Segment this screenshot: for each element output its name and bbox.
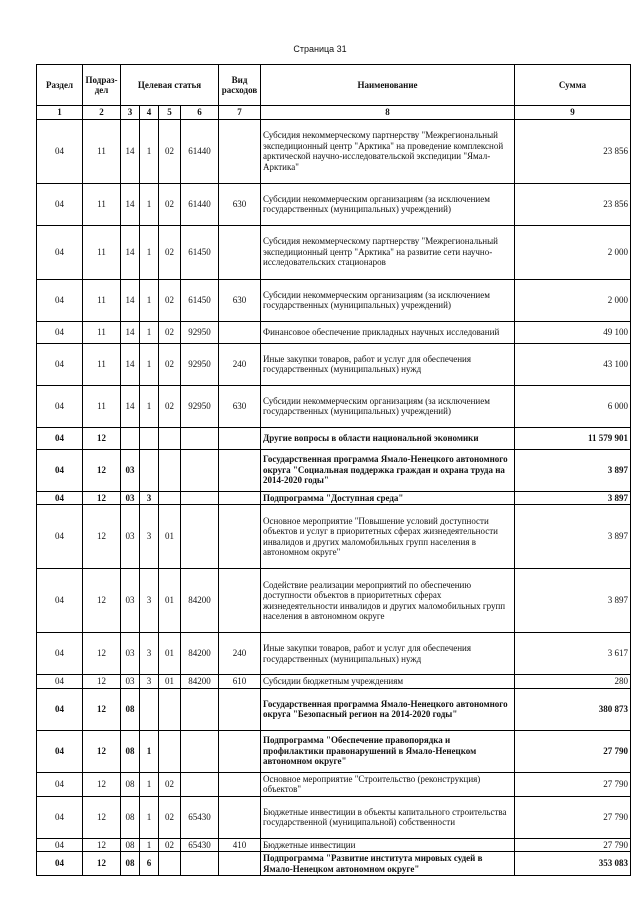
cell-naimenovanie: Подпрограмма "Доступная среда" <box>261 491 515 505</box>
cell-direction: 61440 <box>181 119 219 183</box>
table-row <box>37 675 631 689</box>
cell-vid-raskhodov: 630 <box>219 385 261 427</box>
cell-event: 02 <box>159 796 181 838</box>
table-row <box>37 183 631 225</box>
cell-podrazdel: 11 <box>83 385 121 427</box>
cell-vid-raskhodov <box>219 569 261 633</box>
cell-program: 03 <box>121 491 140 505</box>
cell-summa: 380 873 <box>515 688 631 730</box>
col-number: 1 <box>37 106 83 120</box>
cell-subprogram: 1 <box>140 385 159 427</box>
cell-razdel: 04 <box>37 688 83 730</box>
table-row <box>37 225 631 279</box>
column-number-row <box>37 106 631 120</box>
cell-direction <box>181 491 219 505</box>
cell-program: 14 <box>121 343 140 385</box>
col-number: 4 <box>140 106 159 120</box>
cell-subprogram: 1 <box>140 730 159 772</box>
cell-vid-raskhodov <box>219 730 261 772</box>
cell-razdel: 04 <box>37 343 83 385</box>
cell-summa: 27 790 <box>515 838 631 852</box>
cell-podrazdel: 11 <box>83 225 121 279</box>
cell-subprogram <box>140 688 159 730</box>
table-row <box>37 385 631 427</box>
cell-event: 01 <box>159 505 181 569</box>
cell-direction: 84200 <box>181 675 219 689</box>
table-row <box>37 321 631 343</box>
cell-program: 14 <box>121 183 140 225</box>
cell-vid-raskhodov <box>219 796 261 838</box>
cell-naimenovanie: Бюджетные инвестиции <box>261 838 515 852</box>
cell-direction <box>181 427 219 449</box>
cell-summa: 23 856 <box>515 119 631 183</box>
cell-razdel: 04 <box>37 183 83 225</box>
table-row <box>37 688 631 730</box>
cell-direction: 65430 <box>181 796 219 838</box>
cell-program: 03 <box>121 449 140 491</box>
col-number: 6 <box>181 106 219 120</box>
cell-podrazdel: 12 <box>83 449 121 491</box>
cell-razdel: 04 <box>37 730 83 772</box>
cell-vid-raskhodov <box>219 852 261 876</box>
cell-subprogram: 1 <box>140 321 159 343</box>
cell-vid-raskhodov <box>219 449 261 491</box>
cell-summa: 3 897 <box>515 491 631 505</box>
cell-podrazdel: 12 <box>83 852 121 876</box>
cell-program: 08 <box>121 838 140 852</box>
cell-subprogram: 3 <box>140 505 159 569</box>
cell-program: 08 <box>121 772 140 796</box>
cell-naimenovanie: Субсидия некоммерческому партнерству "Межрегиональный экспедиционный центр "Арктика" на развитие сети научно-исследовательских стационаров <box>261 225 515 279</box>
cell-program: 14 <box>121 279 140 321</box>
cell-razdel: 04 <box>37 385 83 427</box>
col-number: 3 <box>121 106 140 120</box>
cell-subprogram <box>140 427 159 449</box>
cell-razdel: 04 <box>37 505 83 569</box>
cell-naimenovanie: Основное мероприятие "Строительство (реконструкция) объектов" <box>261 772 515 796</box>
cell-razdel: 04 <box>37 119 83 183</box>
cell-razdel: 04 <box>37 852 83 876</box>
cell-naimenovanie: Подпрограмма "Обеспечение правопорядка и профилактики правонарушений в Ямало-Ненецком автономном округе" <box>261 730 515 772</box>
cell-program: 03 <box>121 633 140 675</box>
cell-program: 08 <box>121 796 140 838</box>
cell-direction: 84200 <box>181 633 219 675</box>
cell-naimenovanie: Иные закупки товаров, работ и услуг для обеспечения государственных (муниципальных) нужд <box>261 633 515 675</box>
header-summa: Сумма <box>515 65 631 106</box>
cell-subprogram: 1 <box>140 183 159 225</box>
col-number: 8 <box>261 106 515 120</box>
cell-podrazdel: 12 <box>83 730 121 772</box>
cell-razdel: 04 <box>37 569 83 633</box>
cell-naimenovanie: Государственная программа Ямало-Ненецкого автономного округа "Социальная поддержка граждан и охрана труда на 2014-2020 годы" <box>261 449 515 491</box>
col-number: 2 <box>83 106 121 120</box>
cell-summa: 353 083 <box>515 852 631 876</box>
table-row <box>37 838 631 852</box>
col-number: 7 <box>219 106 261 120</box>
cell-naimenovanie: Бюджетные инвестиции в объекты капитального строительства государственной (муниципальной) собственности <box>261 796 515 838</box>
cell-naimenovanie: Иные закупки товаров, работ и услуг для обеспечения государственных (муниципальных) нужд <box>261 343 515 385</box>
table-row <box>37 852 631 876</box>
cell-summa: 27 790 <box>515 772 631 796</box>
table-row <box>37 569 631 633</box>
cell-podrazdel: 11 <box>83 279 121 321</box>
cell-summa: 3 897 <box>515 505 631 569</box>
cell-podrazdel: 12 <box>83 838 121 852</box>
cell-naimenovanie: Подпрограмма "Развитие института мировых судей в Ямало-Ненецком автономном округе" <box>261 852 515 876</box>
cell-program: 14 <box>121 225 140 279</box>
header-podrazdel: Подраз-дел <box>83 65 121 106</box>
cell-vid-raskhodov: 240 <box>219 633 261 675</box>
cell-program: 03 <box>121 675 140 689</box>
table-row <box>37 772 631 796</box>
cell-naimenovanie: Субсидии некоммерческим организациям (за исключением государственных (муниципальных) учреждений) <box>261 279 515 321</box>
cell-summa: 23 856 <box>515 183 631 225</box>
cell-subprogram: 3 <box>140 491 159 505</box>
cell-vid-raskhodov: 240 <box>219 343 261 385</box>
cell-subprogram: 1 <box>140 838 159 852</box>
cell-razdel: 04 <box>37 225 83 279</box>
cell-podrazdel: 12 <box>83 772 121 796</box>
cell-podrazdel: 12 <box>83 505 121 569</box>
cell-razdel: 04 <box>37 796 83 838</box>
table-body <box>37 119 631 876</box>
cell-direction <box>181 505 219 569</box>
table-row <box>37 491 631 505</box>
cell-direction <box>181 449 219 491</box>
cell-event: 02 <box>159 225 181 279</box>
cell-event <box>159 852 181 876</box>
cell-event: 02 <box>159 838 181 852</box>
cell-podrazdel: 12 <box>83 633 121 675</box>
cell-summa: 11 579 901 <box>515 427 631 449</box>
cell-event: 02 <box>159 772 181 796</box>
cell-event <box>159 449 181 491</box>
cell-razdel: 04 <box>37 449 83 491</box>
budget-table <box>36 64 631 876</box>
cell-direction <box>181 772 219 796</box>
cell-direction <box>181 730 219 772</box>
cell-razdel: 04 <box>37 838 83 852</box>
cell-event: 02 <box>159 279 181 321</box>
cell-program: 03 <box>121 505 140 569</box>
cell-summa: 27 790 <box>515 730 631 772</box>
cell-subprogram: 3 <box>140 675 159 689</box>
cell-vid-raskhodov <box>219 772 261 796</box>
header-celevaya-statya: Целевая статья <box>121 65 219 106</box>
cell-direction: 61450 <box>181 279 219 321</box>
cell-naimenovanie: Субсидии некоммерческим организациям (за исключением государственных (муниципальных) учреждений) <box>261 385 515 427</box>
cell-event: 02 <box>159 343 181 385</box>
table-row <box>37 505 631 569</box>
table-row <box>37 796 631 838</box>
cell-vid-raskhodov <box>219 225 261 279</box>
header-naimenovanie: Наименование <box>261 65 515 106</box>
cell-program: 14 <box>121 321 140 343</box>
cell-event <box>159 730 181 772</box>
cell-event: 02 <box>159 321 181 343</box>
header-vid-raskhodov: Вид расходов <box>219 65 261 106</box>
cell-vid-raskhodov: 610 <box>219 675 261 689</box>
cell-direction: 92950 <box>181 343 219 385</box>
cell-subprogram: 1 <box>140 772 159 796</box>
cell-razdel: 04 <box>37 772 83 796</box>
header-razdel: Раздел <box>37 65 83 106</box>
col-number: 5 <box>159 106 181 120</box>
cell-summa: 6 000 <box>515 385 631 427</box>
table-row <box>37 427 631 449</box>
cell-razdel: 04 <box>37 321 83 343</box>
cell-podrazdel: 12 <box>83 796 121 838</box>
cell-vid-raskhodov: 630 <box>219 183 261 225</box>
cell-podrazdel: 12 <box>83 675 121 689</box>
cell-naimenovanie: Субсидия некоммерческому партнерству "Межрегиональный экспедиционный центр "Арктика" на проведение комплексной арктической научно-исследовательской экспедиции "Ямал-Арктика" <box>261 119 515 183</box>
cell-naimenovanie: Другие вопросы в области национальной экономики <box>261 427 515 449</box>
cell-subprogram <box>140 449 159 491</box>
cell-podrazdel: 12 <box>83 569 121 633</box>
cell-event: 01 <box>159 675 181 689</box>
cell-razdel: 04 <box>37 491 83 505</box>
cell-podrazdel: 11 <box>83 119 121 183</box>
page-label: Страница 31 <box>293 44 347 54</box>
cell-naimenovanie: Субсидии некоммерческим организациям (за исключением государственных (муниципальных) учреждений) <box>261 183 515 225</box>
cell-summa: 49 100 <box>515 321 631 343</box>
cell-event: 02 <box>159 385 181 427</box>
cell-summa: 3 897 <box>515 449 631 491</box>
cell-razdel: 04 <box>37 279 83 321</box>
cell-naimenovanie: Основное мероприятие "Повышение условий доступности объектов и услуг в приоритетных сферах жизнедеятельности инвалидов и других маломобильных групп населения в автономном округе" <box>261 505 515 569</box>
cell-direction: 65430 <box>181 838 219 852</box>
cell-direction <box>181 688 219 730</box>
cell-subprogram: 3 <box>140 633 159 675</box>
cell-vid-raskhodov <box>219 491 261 505</box>
table-row <box>37 119 631 183</box>
cell-razdel: 04 <box>37 675 83 689</box>
cell-event <box>159 491 181 505</box>
cell-direction <box>181 852 219 876</box>
cell-direction: 84200 <box>181 569 219 633</box>
cell-vid-raskhodov <box>219 427 261 449</box>
table-row <box>37 279 631 321</box>
cell-program: 08 <box>121 730 140 772</box>
cell-event <box>159 427 181 449</box>
cell-vid-raskhodov: 410 <box>219 838 261 852</box>
cell-subprogram: 3 <box>140 569 159 633</box>
cell-subprogram: 1 <box>140 343 159 385</box>
cell-podrazdel: 12 <box>83 427 121 449</box>
cell-razdel: 04 <box>37 633 83 675</box>
cell-direction: 61440 <box>181 183 219 225</box>
col-number: 9 <box>515 106 631 120</box>
cell-direction: 61450 <box>181 225 219 279</box>
cell-vid-raskhodov <box>219 505 261 569</box>
table-row <box>37 730 631 772</box>
cell-naimenovanie: Государственная программа Ямало-Ненецкого автономного округа "Безопасный регион на 2014-2020 годы" <box>261 688 515 730</box>
cell-event: 02 <box>159 183 181 225</box>
cell-direction: 92950 <box>181 385 219 427</box>
table-row <box>37 343 631 385</box>
cell-naimenovanie: Содействие реализации мероприятий по обеспечению доступности объектов в приоритетных сферах жизнедеятельности инвалидов и других маломобильных групп населения в автономном округе <box>261 569 515 633</box>
cell-vid-raskhodov <box>219 321 261 343</box>
cell-program <box>121 427 140 449</box>
cell-event: 02 <box>159 119 181 183</box>
cell-subprogram: 1 <box>140 796 159 838</box>
cell-summa: 27 790 <box>515 796 631 838</box>
table-row <box>37 449 631 491</box>
cell-program: 03 <box>121 569 140 633</box>
cell-vid-raskhodov: 630 <box>219 279 261 321</box>
cell-summa: 280 <box>515 675 631 689</box>
cell-program: 14 <box>121 119 140 183</box>
cell-podrazdel: 11 <box>83 183 121 225</box>
cell-subprogram: 1 <box>140 119 159 183</box>
cell-subprogram: 1 <box>140 279 159 321</box>
cell-program: 14 <box>121 385 140 427</box>
cell-event: 01 <box>159 633 181 675</box>
cell-podrazdel: 12 <box>83 491 121 505</box>
cell-podrazdel: 11 <box>83 321 121 343</box>
cell-podrazdel: 11 <box>83 343 121 385</box>
header-row <box>37 65 631 106</box>
cell-summa: 2 000 <box>515 279 631 321</box>
cell-summa: 2 000 <box>515 225 631 279</box>
cell-razdel: 04 <box>37 427 83 449</box>
cell-subprogram: 6 <box>140 852 159 876</box>
cell-summa: 43 100 <box>515 343 631 385</box>
cell-naimenovanie: Субсидии бюджетным учреждениям <box>261 675 515 689</box>
cell-summa: 3 897 <box>515 569 631 633</box>
cell-summa: 3 617 <box>515 633 631 675</box>
table-row <box>37 633 631 675</box>
cell-direction: 92950 <box>181 321 219 343</box>
cell-subprogram: 1 <box>140 225 159 279</box>
cell-podrazdel: 12 <box>83 688 121 730</box>
cell-naimenovanie: Финансовое обеспечение прикладных научных исследований <box>261 321 515 343</box>
cell-vid-raskhodov <box>219 688 261 730</box>
cell-event <box>159 688 181 730</box>
cell-vid-raskhodov <box>219 119 261 183</box>
cell-event: 01 <box>159 569 181 633</box>
cell-program: 08 <box>121 688 140 730</box>
cell-program: 08 <box>121 852 140 876</box>
